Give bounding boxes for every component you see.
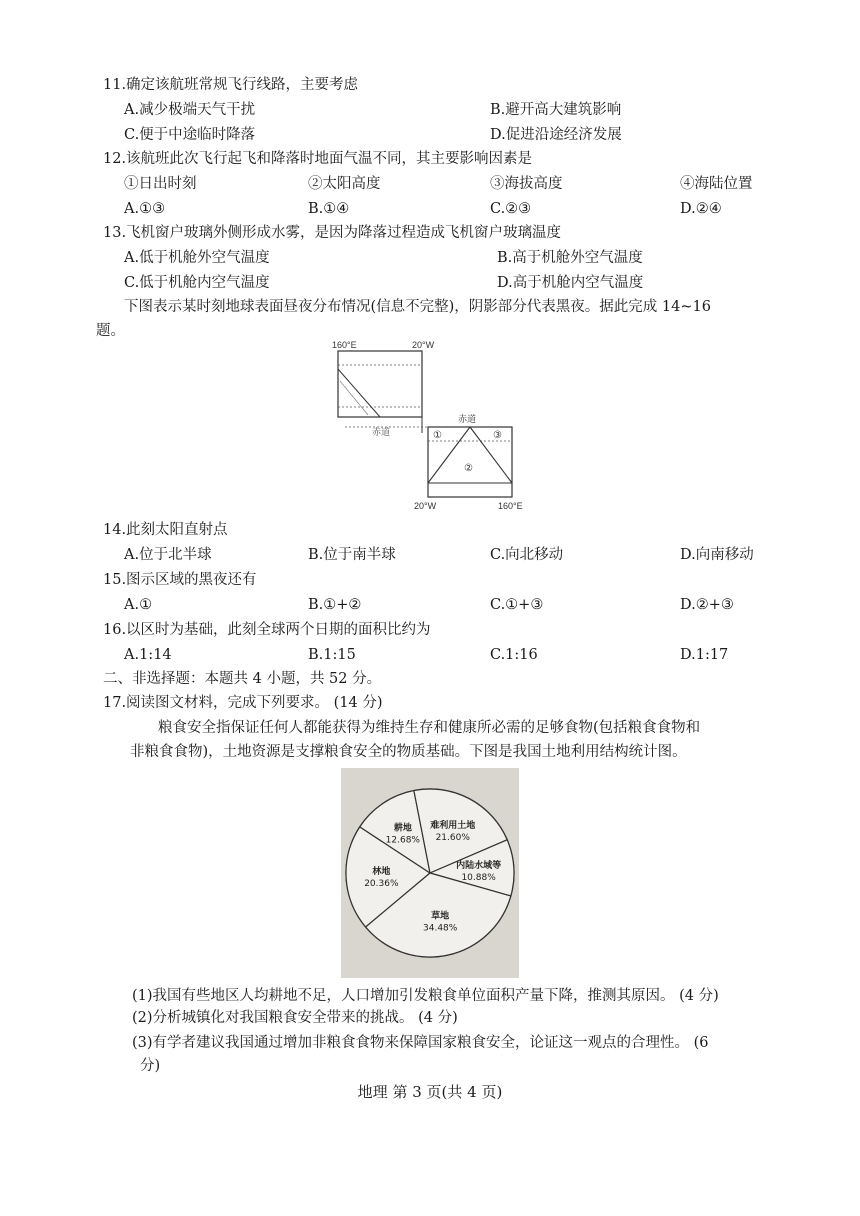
q12-stem: 12.该航班此次飞行起飞和降落时地面气温不同，其主要影响因素是 [103, 151, 533, 167]
q14-option-a: A.位于北半球 [124, 547, 212, 563]
pie-label-value-1: 12.68% [385, 835, 421, 846]
q12-factor-4: ④海陆位置 [680, 176, 753, 192]
q16-option-b: B.1:15 [308, 647, 356, 663]
pie-label-value-4: 34.48% [423, 923, 458, 934]
pie-label-name-1: 耕地 [393, 823, 412, 834]
q11-option-b: B.避开高大建筑影响 [490, 102, 622, 118]
land-use-pie-chart [341, 768, 519, 978]
label-equator-right: 赤道 [458, 415, 477, 425]
q12-factor-2: ②太阳高度 [308, 176, 381, 192]
label-top-right: 20°W [412, 340, 435, 350]
q17-stem: 17.阅读图文材料，完成下列要求。 (14 分) [103, 695, 383, 711]
pie-label-value-3: 10.88% [461, 872, 496, 883]
pie-label-value-2: 21.60% [435, 832, 470, 843]
q16-option-c: C.1:16 [490, 647, 538, 663]
page-footer: 地理 第 3 页(共 4 页) [357, 1083, 503, 1101]
q15-stem: 15.图示区域的黑夜还有 [103, 572, 257, 588]
q13-option-b: B.高于机舱外空气温度 [497, 250, 643, 266]
q13-option-a: A.低于机舱外空气温度 [124, 250, 270, 266]
pie-chart-panel [341, 768, 519, 978]
q11-option-a: A.减少极端天气干扰 [124, 102, 256, 118]
pie-label-name-2: 难利用土地 [430, 820, 476, 831]
q15-option-c: C.①+③ [490, 597, 544, 613]
section-2-heading: 二、非选择题：本题共 4 小题，共 52 分。 [103, 671, 382, 687]
q12-factor-1: ①日出时刻 [124, 176, 197, 192]
q11-option-d: D.促进沿途经济发展 [490, 127, 622, 143]
label-region-1: ① [433, 430, 442, 441]
label-region-2: ② [464, 463, 473, 474]
q15-option-b: B.①+② [308, 597, 362, 613]
q12-factor-3: ③海拔高度 [490, 176, 563, 192]
q16-option-d: D.1:17 [680, 647, 729, 663]
q17-material-1: 粮食安全指保证任何人都能获得为维持生存和健康所必需的足够食物(包括粮食食物和 [158, 720, 701, 736]
q11-stem: 11.确定该航班常规飞行线路，主要考虑 [103, 77, 359, 93]
pie-label-value-0: 20.36% [364, 878, 399, 889]
q17-sub-1: (1)我国有些地区人均耕地不足，人口增加引发粮食单位面积产量下降，推测其原因。 (4 分) [132, 988, 719, 1004]
q11-option-c: C.便于中途临时降落 [124, 127, 256, 143]
day-night-diagram [300, 335, 560, 515]
pie-label-name-4: 草地 [431, 911, 450, 922]
label-bottom-left: 20°W [414, 501, 437, 511]
q13-stem: 13.飞机窗户玻璃外侧形成水雾，是因为降落过程造成飞机窗户玻璃温度 [103, 225, 562, 241]
q17-sub-3-line-1: (3)有学者建议我国通过增加非粮食食物来保障国家粮食安全，论证这一观点的合理性。 (6 [132, 1035, 709, 1051]
q12-option-c: C.②③ [490, 201, 532, 217]
label-equator-left: 赤道 [372, 428, 391, 438]
q14-option-b: B.位于南半球 [308, 547, 396, 563]
label-region-3: ③ [493, 430, 502, 441]
q14-option-c: C.向北移动 [490, 547, 564, 563]
q15-option-a: A.① [124, 597, 153, 613]
q14-option-d: D.向南移动 [680, 547, 754, 563]
q13-option-d: D.高于机舱内空气温度 [497, 275, 644, 291]
q12-option-b: B.①④ [308, 201, 350, 217]
q15-option-d: D.②+③ [680, 597, 734, 613]
q12-option-d: D.②④ [680, 201, 722, 217]
q13-option-c: C.低于机舱内空气温度 [124, 275, 270, 291]
q17-material-2: 非粮食食物)，土地资源是支撑粮食安全的物质基础。下图是我国土地利用结构统计图。 [130, 744, 687, 760]
q12-option-a: A.①③ [124, 201, 166, 217]
q14-stem: 14.此刻太阳直射点 [103, 522, 228, 538]
q16-option-a: A.1:14 [124, 647, 172, 663]
q17-sub-2: (2)分析城镇化对我国粮食安全带来的挑战。 (4 分) [132, 1010, 458, 1026]
intro-line-1: 下图表示某时刻地球表面昼夜分布情况(信息不完整)，阴影部分代表黑夜。据此完成 14~16 [124, 299, 711, 315]
label-bottom-right: 160°E [498, 501, 523, 511]
q16-stem: 16.以区时为基础，此刻全球两个日期的面积比约为 [103, 622, 431, 638]
pie-label-name-3: 内陆水域等 [456, 860, 502, 871]
q17-sub-3-line-2: 分) [140, 1058, 161, 1074]
label-top-left: 160°E [332, 340, 357, 350]
pie-label-name-0: 林地 [372, 866, 391, 877]
intro-line-2: 题。 [96, 323, 125, 339]
